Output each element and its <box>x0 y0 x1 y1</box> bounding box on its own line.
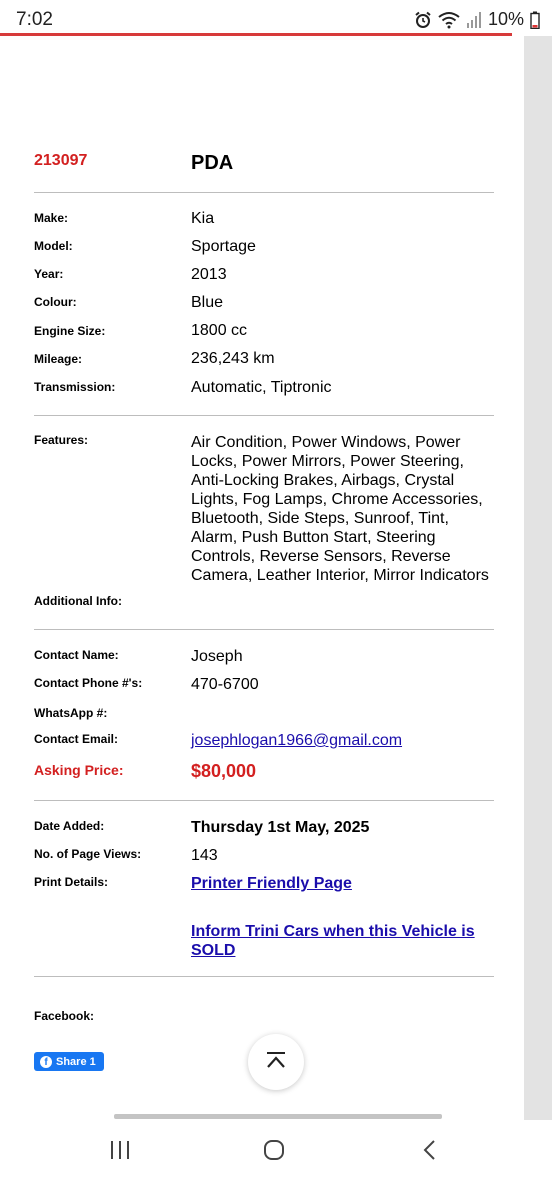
mileage-label: Mileage: <box>34 352 83 366</box>
system-nav-bar <box>0 1120 552 1184</box>
features-label: Features: <box>34 433 89 447</box>
divider <box>34 415 494 416</box>
features-line: Anti-Locking Brakes, Airbags, Crystal <box>191 472 455 489</box>
alarm-icon <box>414 11 432 29</box>
year-label: Year: <box>34 267 64 281</box>
mileage-value: 236,243 km <box>191 350 275 367</box>
date-added-value: Thursday 1st May, 2025 <box>191 819 370 836</box>
home-icon <box>263 1139 285 1166</box>
features-line: Lights, Fog Lamps, Chrome Accessories, <box>191 491 483 508</box>
page-views-value: 143 <box>191 847 218 864</box>
contact-name-label: Contact Name: <box>34 648 119 662</box>
features-line: Alarm, Push Button Start, Steering <box>191 529 436 546</box>
chevron-up-icon <box>265 1051 287 1074</box>
transmission-value: Automatic, Tiptronic <box>191 379 332 396</box>
battery-icon <box>530 11 540 29</box>
status-icons <box>414 9 540 30</box>
date-added-label: Date Added: <box>34 819 105 833</box>
recent-apps-button[interactable] <box>100 1136 140 1168</box>
facebook-share-button[interactable] <box>34 1052 104 1071</box>
recent-apps-icon <box>109 1139 131 1166</box>
asking-price-value: $80,000 <box>191 761 257 781</box>
divider <box>34 800 494 801</box>
additional-info-label: Additional Info: <box>34 594 122 608</box>
make-label: Make: <box>34 211 69 225</box>
features-line: Bluetooth, Side Steps, Sunroof, Tint, <box>191 510 449 527</box>
divider <box>34 192 494 193</box>
year-value: 2013 <box>191 266 227 283</box>
printer-friendly-link[interactable]: Printer Friendly Page <box>191 875 352 892</box>
status-time: 7:02 <box>16 9 53 30</box>
model-label: Model: <box>34 239 73 253</box>
contact-email-label: Contact Email: <box>34 732 119 746</box>
engine-size-label: Engine Size: <box>34 324 106 338</box>
listing-title: PDA <box>191 152 234 174</box>
asking-price-label: Asking Price: <box>34 762 124 778</box>
back-button[interactable] <box>410 1136 450 1168</box>
colour-value: Blue <box>191 294 224 311</box>
divider <box>34 629 494 630</box>
horizontal-scrollbar[interactable] <box>114 1114 442 1119</box>
inform-sold-link[interactable] <box>191 922 475 960</box>
colour-label: Colour: <box>34 295 77 309</box>
page-views-label: No. of Page Views: <box>34 847 142 861</box>
battery-percentage: 10% <box>487 9 524 29</box>
make-value: Kia <box>191 210 215 227</box>
contact-phone-label: Contact Phone #'s: <box>34 676 143 690</box>
features-value <box>191 433 496 585</box>
contact-name-value: Joseph <box>191 648 243 665</box>
engine-size-value: 1800 cc <box>191 322 248 339</box>
facebook-icon: f <box>40 1056 52 1068</box>
home-button[interactable] <box>254 1136 294 1168</box>
facebook-share-label: Share 1 <box>56 1055 96 1068</box>
features-line: Air Condition, Power Windows, Power <box>191 434 461 451</box>
features-line: Locks, Power Mirrors, Power Steering, <box>191 453 464 470</box>
wifi-icon <box>438 11 460 29</box>
contact-email-link[interactable]: josephlogan1966@gmail.com <box>191 732 403 749</box>
scroll-to-top-button[interactable] <box>248 1034 304 1090</box>
listing-id: 213097 <box>34 152 88 169</box>
divider <box>34 976 494 977</box>
inform-sold-link-line[interactable]: Inform Trini Cars when this Vehicle is <box>191 923 475 940</box>
listing-page <box>0 36 524 1120</box>
features-line: Controls, Reverse Sensors, Reverse <box>191 548 451 565</box>
signal-icon <box>466 11 482 29</box>
back-icon <box>419 1139 441 1166</box>
print-details-label: Print Details: <box>34 875 109 889</box>
vertical-scrollbar[interactable] <box>524 36 552 1120</box>
inform-sold-link-line[interactable]: SOLD <box>191 942 236 959</box>
facebook-label: Facebook: <box>34 1009 95 1023</box>
contact-phone-value: 470-6700 <box>191 676 259 693</box>
features-line: Camera, Leather Interior, Mirror Indicators <box>191 567 489 584</box>
transmission-label: Transmission: <box>34 380 116 394</box>
whatsapp-label: WhatsApp #: <box>34 706 108 720</box>
status-bar <box>0 0 552 36</box>
model-value: Sportage <box>191 238 256 255</box>
